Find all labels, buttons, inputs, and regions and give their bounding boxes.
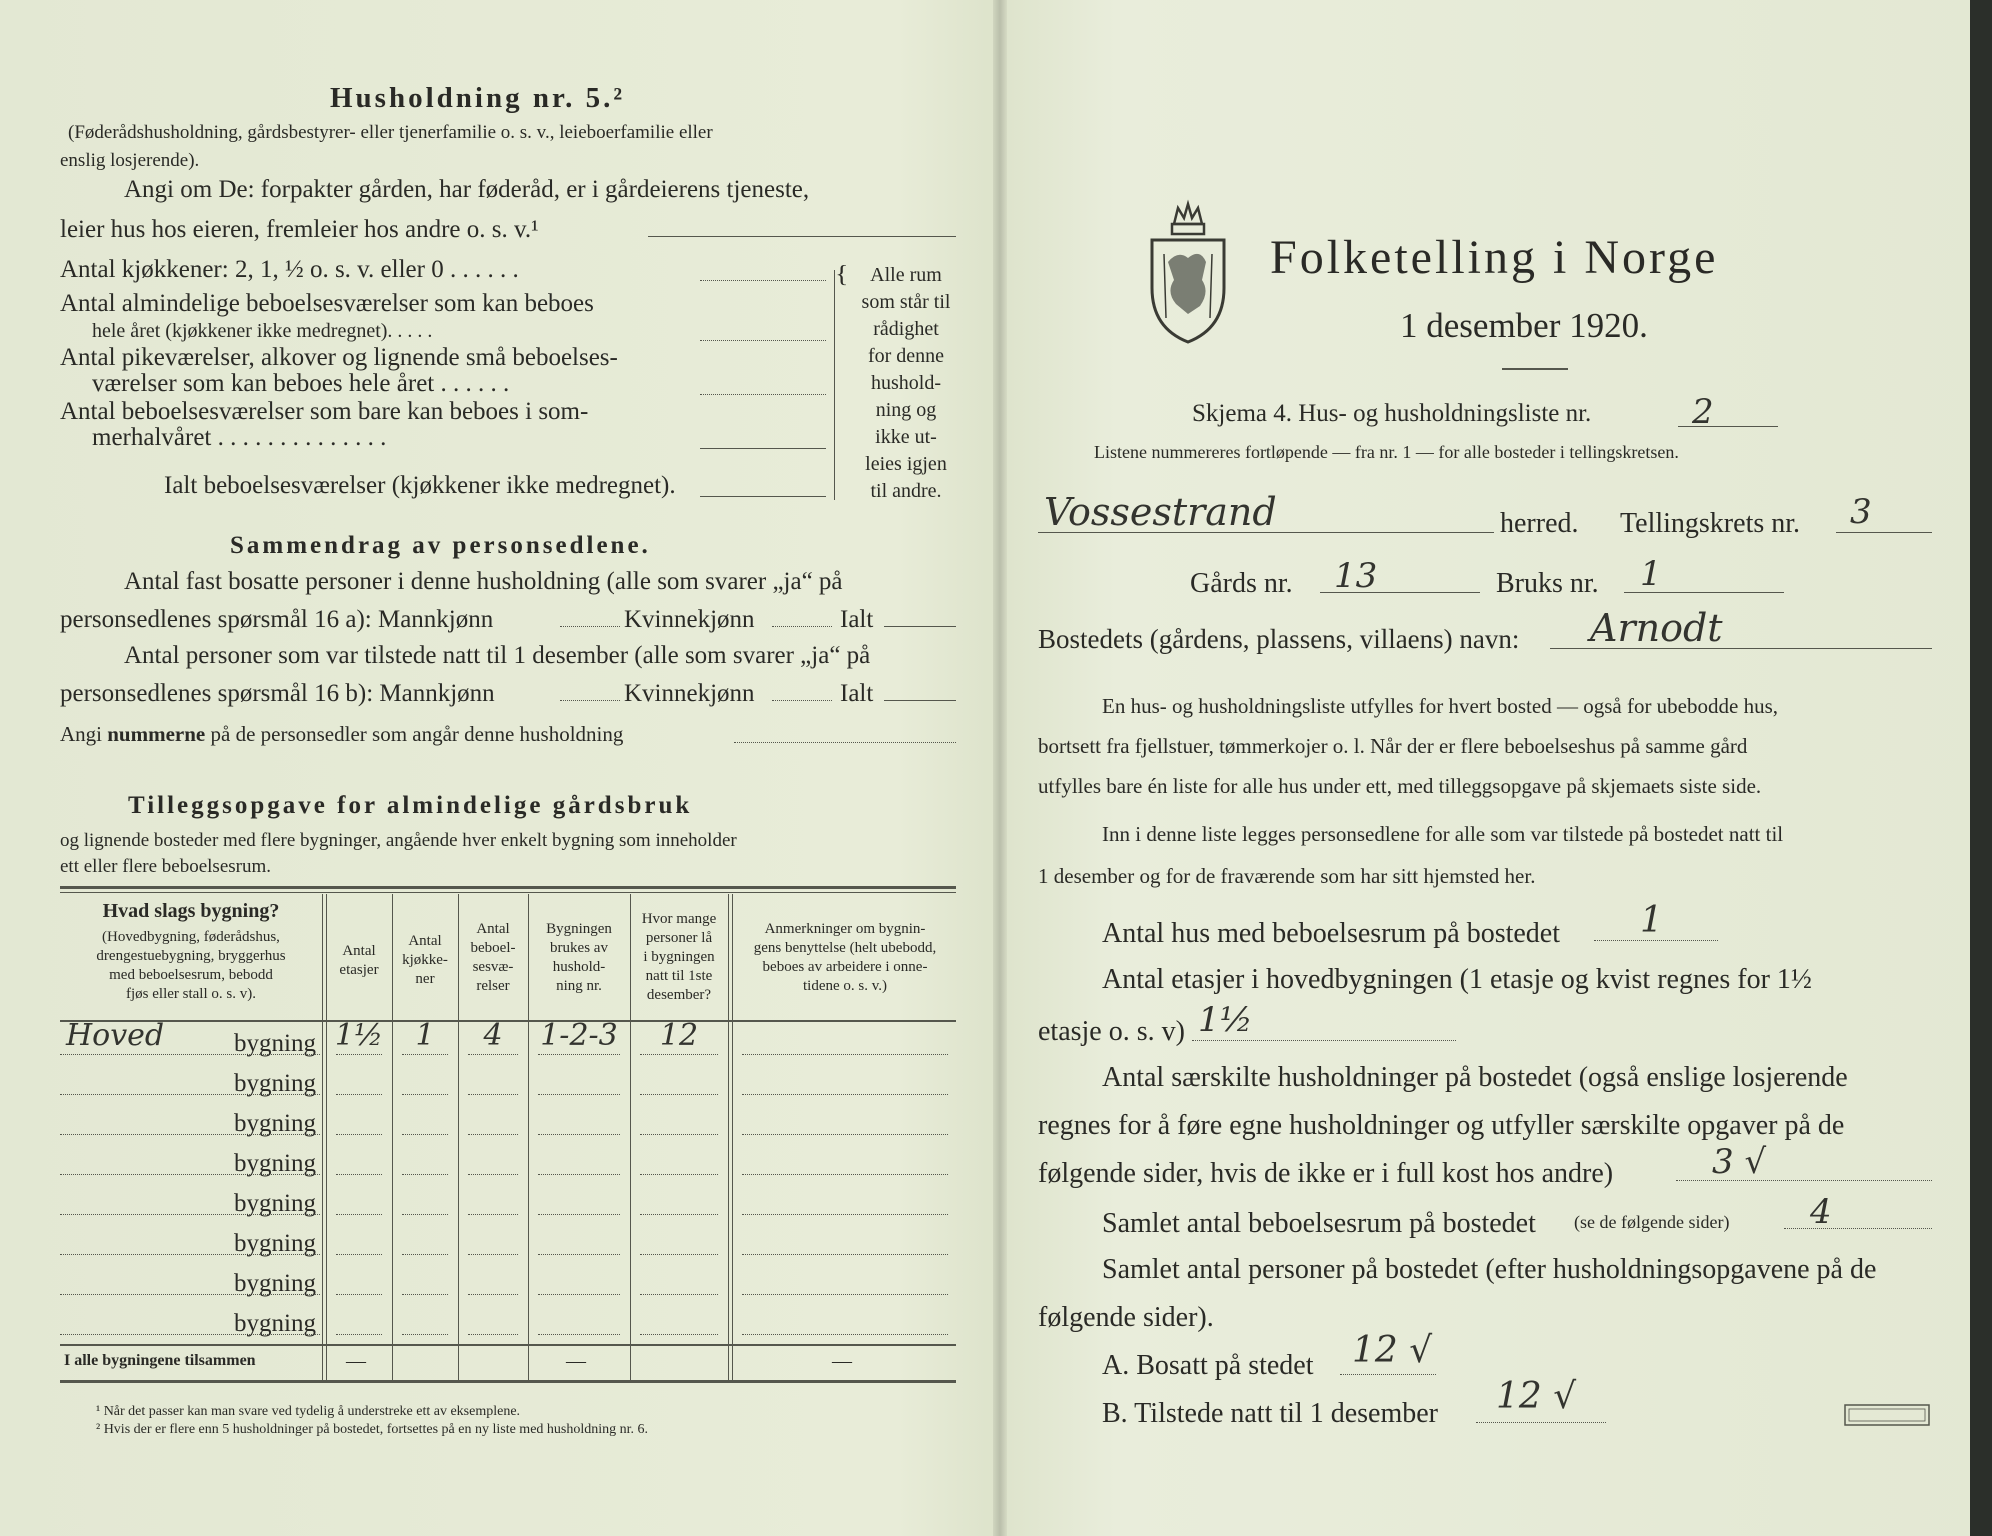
alle-rum-line: rådighet [873, 318, 939, 340]
cell-underline [538, 1254, 620, 1255]
cell-underline [468, 1334, 518, 1335]
row-personer-value: 12 [659, 1018, 699, 1053]
bosatt-line [1340, 1374, 1436, 1375]
alle-rum-line: som står til [861, 291, 951, 313]
cell-underline [640, 1294, 718, 1295]
col-head-sub-line: med beboelsesrum, bebodd [109, 967, 273, 983]
page-fold [993, 0, 1007, 1536]
col-head-line: beboes av arbeidere i onne- [762, 959, 928, 975]
angi-nummerne-pre: Angi [60, 722, 102, 746]
col-head-line: relser [476, 978, 510, 994]
footnote-1: ¹ Når det passer kan man svare ved tydelig å understreke ett av eksemplene. [96, 1404, 521, 1419]
footnote-2: ² Hvis der er flere enn 5 husholdninger på bostedet, fortsettes på en ny liste med husholdning nr. 6. [96, 1422, 649, 1437]
bosatt-label: A. Bosatt på stedet [1102, 1350, 1314, 1381]
angi-nummerne-answer [734, 742, 956, 743]
bruks-value: 1 [1640, 554, 1662, 594]
herred-label: herred. [1500, 508, 1579, 539]
row-label-bygning: bygning [234, 1230, 316, 1257]
para2-line-2: 1 desember og for de fraværende som har sitt hjemsted her. [1038, 864, 1536, 888]
gards-value: 13 [1334, 556, 1378, 596]
col-head-line: natt til 1ste [645, 968, 713, 984]
cell-underline [336, 1334, 382, 1335]
col-head-line: Antal [408, 933, 442, 949]
household-title: Husholdning nr. 5.² [330, 82, 626, 114]
krets-label: Tellingskrets nr. [1620, 508, 1801, 539]
skjema-nr-value: 2 [1692, 392, 1714, 432]
para1-line-1: En hus- og husholdningsliste utfylles for hvert bosted — også for ubebodde hus, [1102, 694, 1778, 718]
row-husholdning-value: 1-2-3 [540, 1018, 618, 1053]
cell-underline [402, 1054, 448, 1055]
sammendrag-title: Sammendrag av personsedlene. [230, 532, 651, 559]
table-col-divider [528, 894, 529, 1382]
alle-rum-line: til andre. [870, 480, 942, 502]
table-top-rule-2 [60, 892, 956, 893]
tilstede-kvinne-answer [772, 700, 832, 701]
alle-rum-line: Alle rum [870, 264, 942, 286]
cell-underline [538, 1334, 620, 1335]
col-head-building-type: Hvad slags bygning? [102, 900, 280, 922]
col-head-line: gens benyttelse (helt ubebodd, [753, 940, 937, 956]
cell-underline [468, 1214, 518, 1215]
bruks-label: Bruks nr. [1496, 568, 1599, 599]
etasjer-line-2: etasje o. s. v) [1038, 1016, 1185, 1047]
row-label-bygning: bygning [234, 1190, 316, 1217]
row-label-bygning: bygning [234, 1270, 316, 1297]
col-head-line: ner [415, 971, 435, 987]
tillegg-title: Tilleggsopgave for almindelige gårdsbruk [128, 792, 693, 819]
sommer-line-1: Antal beboelsesværelser som bare kan beboes i som- [60, 398, 589, 425]
table-bottom-rule [60, 1380, 956, 1383]
samlet-pers-line-1: Samlet antal personer på bostedet (efter husholdningsopgavene på de [1102, 1254, 1877, 1285]
row-etasjer-value: 1½ [334, 1018, 384, 1053]
cell-underline [640, 1094, 718, 1095]
tilstede-line-1: Antal personer som var tilstede natt til 1 desember (alle som svarer „ja“ på [124, 642, 871, 669]
cell-underline [402, 1174, 448, 1175]
row-kjokkener-value: 1 [415, 1018, 435, 1053]
fast-kvinne-answer [772, 626, 832, 627]
tilstede-ialt-answer [884, 700, 956, 701]
cell-underline [640, 1214, 718, 1215]
total-dash: — [832, 1350, 852, 1372]
cell-underline [640, 1254, 718, 1255]
census-date: 1 desember 1920. [1400, 306, 1648, 345]
cell-underline [742, 1094, 948, 1095]
alm-answer [700, 340, 826, 341]
cell-underline [742, 1254, 948, 1255]
tilstede-ialt-label: Ialt [840, 680, 874, 707]
tillegg-line-2: ett eller flere beboelsesrum. [60, 856, 272, 877]
col-head-husholdning [530, 920, 628, 996]
samlet-rum-label: Samlet antal beboelsesrum på bostedet [1102, 1208, 1536, 1239]
kjokkener-label: Antal kjøkkener: 2, 1, ½ o. s. v. eller 0 . . . . . . [60, 256, 519, 283]
kjokkener-answer [700, 280, 826, 281]
bosted-value: Arnodt [1590, 606, 1723, 650]
tilstede-value: 12 √ [1496, 1376, 1577, 1417]
title-divider [1502, 368, 1568, 370]
angi-nummerne-bold: nummerne [107, 722, 206, 746]
tilstede-line-2: personsedlenes spørsmål 16 b): Mannkjønn [60, 680, 495, 707]
angi-nummerne [60, 722, 623, 747]
row-building-name: Hoved [66, 1018, 165, 1053]
angi-line-1: Angi om De: forpakter gården, har føderåd, er i gårdeierens tjeneste, [124, 176, 810, 203]
table-col-divider [732, 894, 733, 1382]
herred-line [1038, 532, 1494, 533]
cell-underline [468, 1294, 518, 1295]
alle-rum-line: ning og [875, 399, 937, 421]
brace-symbol: { [835, 262, 849, 288]
sommer-line-2: merhalvåret . . . . . . . . . . . . . . [92, 424, 387, 451]
cell-underline [336, 1294, 382, 1295]
bosted-label: Bostedets (gårdens, plassens, villaens) navn: [1038, 624, 1520, 654]
col-head-line: desember? [646, 987, 712, 1003]
fast-ialt-label: Ialt [840, 606, 874, 633]
col-head-line: ning nr. [556, 978, 602, 994]
col-head-line: personer lå [645, 930, 713, 946]
table-col-divider [326, 894, 327, 1382]
saer-line-2: regnes for å føre egne husholdninger og utfyller særskilte opgaver på de [1038, 1110, 1845, 1141]
table-col-divider [728, 894, 729, 1382]
cell-underline [336, 1254, 382, 1255]
tilstede-kvinne-label: Kvinnekjønn [624, 680, 755, 707]
col-head-line: Antal [476, 921, 510, 937]
table-col-divider [458, 894, 459, 1382]
cell-underline [640, 1054, 718, 1055]
pike-answer [700, 394, 826, 395]
cell-underline [538, 1094, 620, 1095]
cell-underline [402, 1334, 448, 1335]
alm-line-2: hele året (kjøkkener ikke medregnet). . . . . [92, 320, 433, 342]
angi-answer-line [648, 236, 956, 237]
cell-underline [402, 1094, 448, 1095]
table-total-top [60, 1344, 956, 1346]
row-label-bygning: bygning [234, 1110, 316, 1137]
cell-underline [742, 1174, 948, 1175]
cell-underline [336, 1174, 382, 1175]
col-head-line: Antal [342, 943, 376, 959]
cell-underline [336, 1134, 382, 1135]
col-head-etasjer [328, 942, 390, 980]
table-col-divider [392, 894, 393, 1382]
cell-underline [336, 1054, 382, 1055]
scan-edge [1970, 0, 1992, 1536]
cell-underline [742, 1294, 948, 1295]
cell-underline [538, 1294, 620, 1295]
pike-line-1: Antal pikeværelser, alkover og lignende små beboelses- [60, 344, 618, 371]
row-label-bygning: bygning [234, 1030, 316, 1057]
etasjer-value: 1½ [1198, 1000, 1253, 1040]
samlet-rum-line [1784, 1228, 1932, 1229]
table-top-rule [60, 886, 956, 889]
cell-underline [640, 1134, 718, 1135]
cell-underline [468, 1174, 518, 1175]
row-vaerelser-value: 4 [483, 1018, 503, 1053]
cell-underline [468, 1254, 518, 1255]
col-head-line: hushold- [552, 959, 606, 975]
cell-underline [742, 1214, 948, 1215]
ialt-vaerelser-label: Ialt beboelsesværelser (kjøkkener ikke medregnet). [164, 472, 676, 499]
sommer-answer [700, 448, 826, 449]
angi-nummerne-post: på de personsedler som angår denne husholdning [210, 722, 624, 746]
fast-mann-answer [560, 626, 620, 627]
cell-underline [742, 1334, 948, 1335]
para1-line-2: bortsett fra fjellstuer, tømmerkojer o. l. Når der er flere beboelseshus på samme gård [1038, 734, 1748, 758]
hus-value: 1 [1640, 900, 1663, 941]
table-col-divider [630, 894, 631, 1382]
pike-line-2: værelser som kan beboes hele året . . . . . . [92, 370, 510, 397]
col-head-personer [632, 910, 726, 1005]
tilstede-label: B. Tilstede natt til 1 desember [1102, 1398, 1438, 1429]
cell-underline [402, 1294, 448, 1295]
total-label: I alle bygningene tilsammen [64, 1352, 256, 1369]
saer-line-1: Antal særskilte husholdninger på bostedet (også enslige losjerende [1102, 1062, 1848, 1093]
cell-underline [468, 1134, 518, 1135]
total-dash: — [346, 1350, 366, 1372]
cell-underline [402, 1254, 448, 1255]
col-head-line: kjøkke- [402, 952, 448, 968]
skjema-label: Skjema 4. Hus- og husholdningsliste nr. [1192, 400, 1592, 427]
col-head-line: Bygningen [546, 921, 612, 937]
samlet-pers-line-2: følgende sider). [1038, 1302, 1214, 1333]
tillegg-line-1: og lignende bosteder med flere bygninger, angående hver enkelt bygning som inneholder [60, 830, 737, 851]
cell-underline [402, 1214, 448, 1215]
col-head-kjokkener [394, 932, 456, 989]
fast-line-2: personsedlenes spørsmål 16 a): Mannkjønn [60, 606, 494, 633]
cell-underline [538, 1054, 620, 1055]
cell-underline [538, 1174, 620, 1175]
col-head-sub-line: drengestuebygning, bryggerhus [96, 948, 286, 964]
cell-underline [468, 1054, 518, 1055]
etasjer-line [1192, 1040, 1456, 1041]
cell-underline [640, 1174, 718, 1175]
household-subtitle-1: (Føderådshusholdning, gårdsbestyrer- eller tjenerfamilie o. s. v., leieboerfamilie eller [68, 122, 713, 143]
alle-rum-note [852, 262, 960, 505]
para1-line-3: utfylles bare én liste for alle hus under ett, med tilleggsopgave på skjemaets siste side. [1038, 774, 1762, 798]
col-head-line: sesvæ- [472, 959, 514, 975]
row-label-bygning: bygning [234, 1070, 316, 1097]
fast-line-1: Antal fast bosatte personer i denne husholdning (alle som svarer „ja“ på [124, 568, 843, 595]
fast-kvinne-label: Kvinnekjønn [624, 606, 755, 633]
listene-note: Listene nummereres fortløpende — fra nr. 1 — for alle bosteder i tellingskretsen. [1094, 442, 1679, 462]
household-subtitle-2: enslig losjerende). [60, 150, 200, 171]
cell-underline [336, 1214, 382, 1215]
samlet-rum-value: 4 [1810, 1192, 1832, 1232]
para2-line-1: Inn i denne liste legges personsedlene for alle som var tilstede på bostedet natt til [1102, 822, 1784, 846]
cell-underline [742, 1134, 948, 1135]
tilstede-line [1476, 1422, 1606, 1423]
col-head-line: etasjer [339, 962, 379, 978]
table-col-divider [322, 894, 323, 1382]
coat-of-arms-icon [1144, 196, 1232, 346]
alle-rum-line: ikke ut- [875, 426, 937, 448]
col-head-line: Hvor mange [641, 911, 717, 927]
hus-label: Antal hus med beboelsesrum på bostedet [1102, 918, 1561, 949]
brace-line [834, 270, 835, 500]
row-label-bygning: bygning [234, 1150, 316, 1177]
saer-line-3: følgende sider, hvis de ikke er i full kost hos andre) [1038, 1158, 1614, 1189]
printer-stamp-icon [1844, 1404, 1930, 1426]
etasjer-line-1: Antal etasjer i hovedbygningen (1 etasje og kvist regnes for 1½ [1102, 964, 1812, 995]
col-head-anmerkninger [734, 920, 956, 996]
cell-underline [336, 1094, 382, 1095]
samlet-rum-small: (se de følgende sider) [1574, 1212, 1730, 1232]
col-head-line: beboel- [470, 940, 516, 956]
cell-underline [742, 1054, 948, 1055]
alle-rum-line: for denne [867, 345, 945, 367]
row-label-bygning: bygning [234, 1310, 316, 1337]
saer-value: 3 √ [1712, 1142, 1767, 1182]
cell-underline [402, 1134, 448, 1135]
col-head-building-type-sub [62, 928, 320, 1004]
bosatt-value: 12 √ [1352, 1330, 1433, 1371]
col-head-vaerelser [460, 920, 526, 996]
col-head-line: tidene o. s. v.) [802, 978, 887, 994]
alle-rum-line: hushold- [871, 372, 941, 394]
krets-line [1836, 532, 1932, 533]
col-head-sub-line: (Hovedbygning, føderådshus, [102, 929, 280, 945]
herred-value: Vossestrand [1044, 490, 1277, 534]
total-dash: — [566, 1350, 586, 1372]
cell-underline [538, 1134, 620, 1135]
fast-ialt-answer [884, 626, 956, 627]
alm-line-1: Antal almindelige beboelsesværelser som kan beboes [60, 290, 594, 317]
cell-underline [468, 1094, 518, 1095]
ialt-vaerelser-answer [700, 496, 826, 497]
alle-rum-line: leies igjen [865, 453, 947, 475]
col-head-line: brukes av [550, 940, 608, 956]
cell-underline [640, 1334, 718, 1335]
main-title: Folketelling i Norge [1270, 231, 1719, 284]
krets-value: 3 [1850, 492, 1872, 532]
col-head-line: i bygningen [643, 949, 715, 965]
col-head-line: Anmerkninger om bygnin- [764, 921, 926, 937]
col-head-sub-line: fjøs eller stall o. s. v). [126, 986, 256, 1002]
gards-label: Gårds nr. [1190, 568, 1293, 599]
tilstede-mann-answer [560, 700, 620, 701]
angi-line-2: leier hus hos eieren, fremleier hos andre o. s. v.¹ [60, 216, 539, 243]
cell-underline [538, 1214, 620, 1215]
